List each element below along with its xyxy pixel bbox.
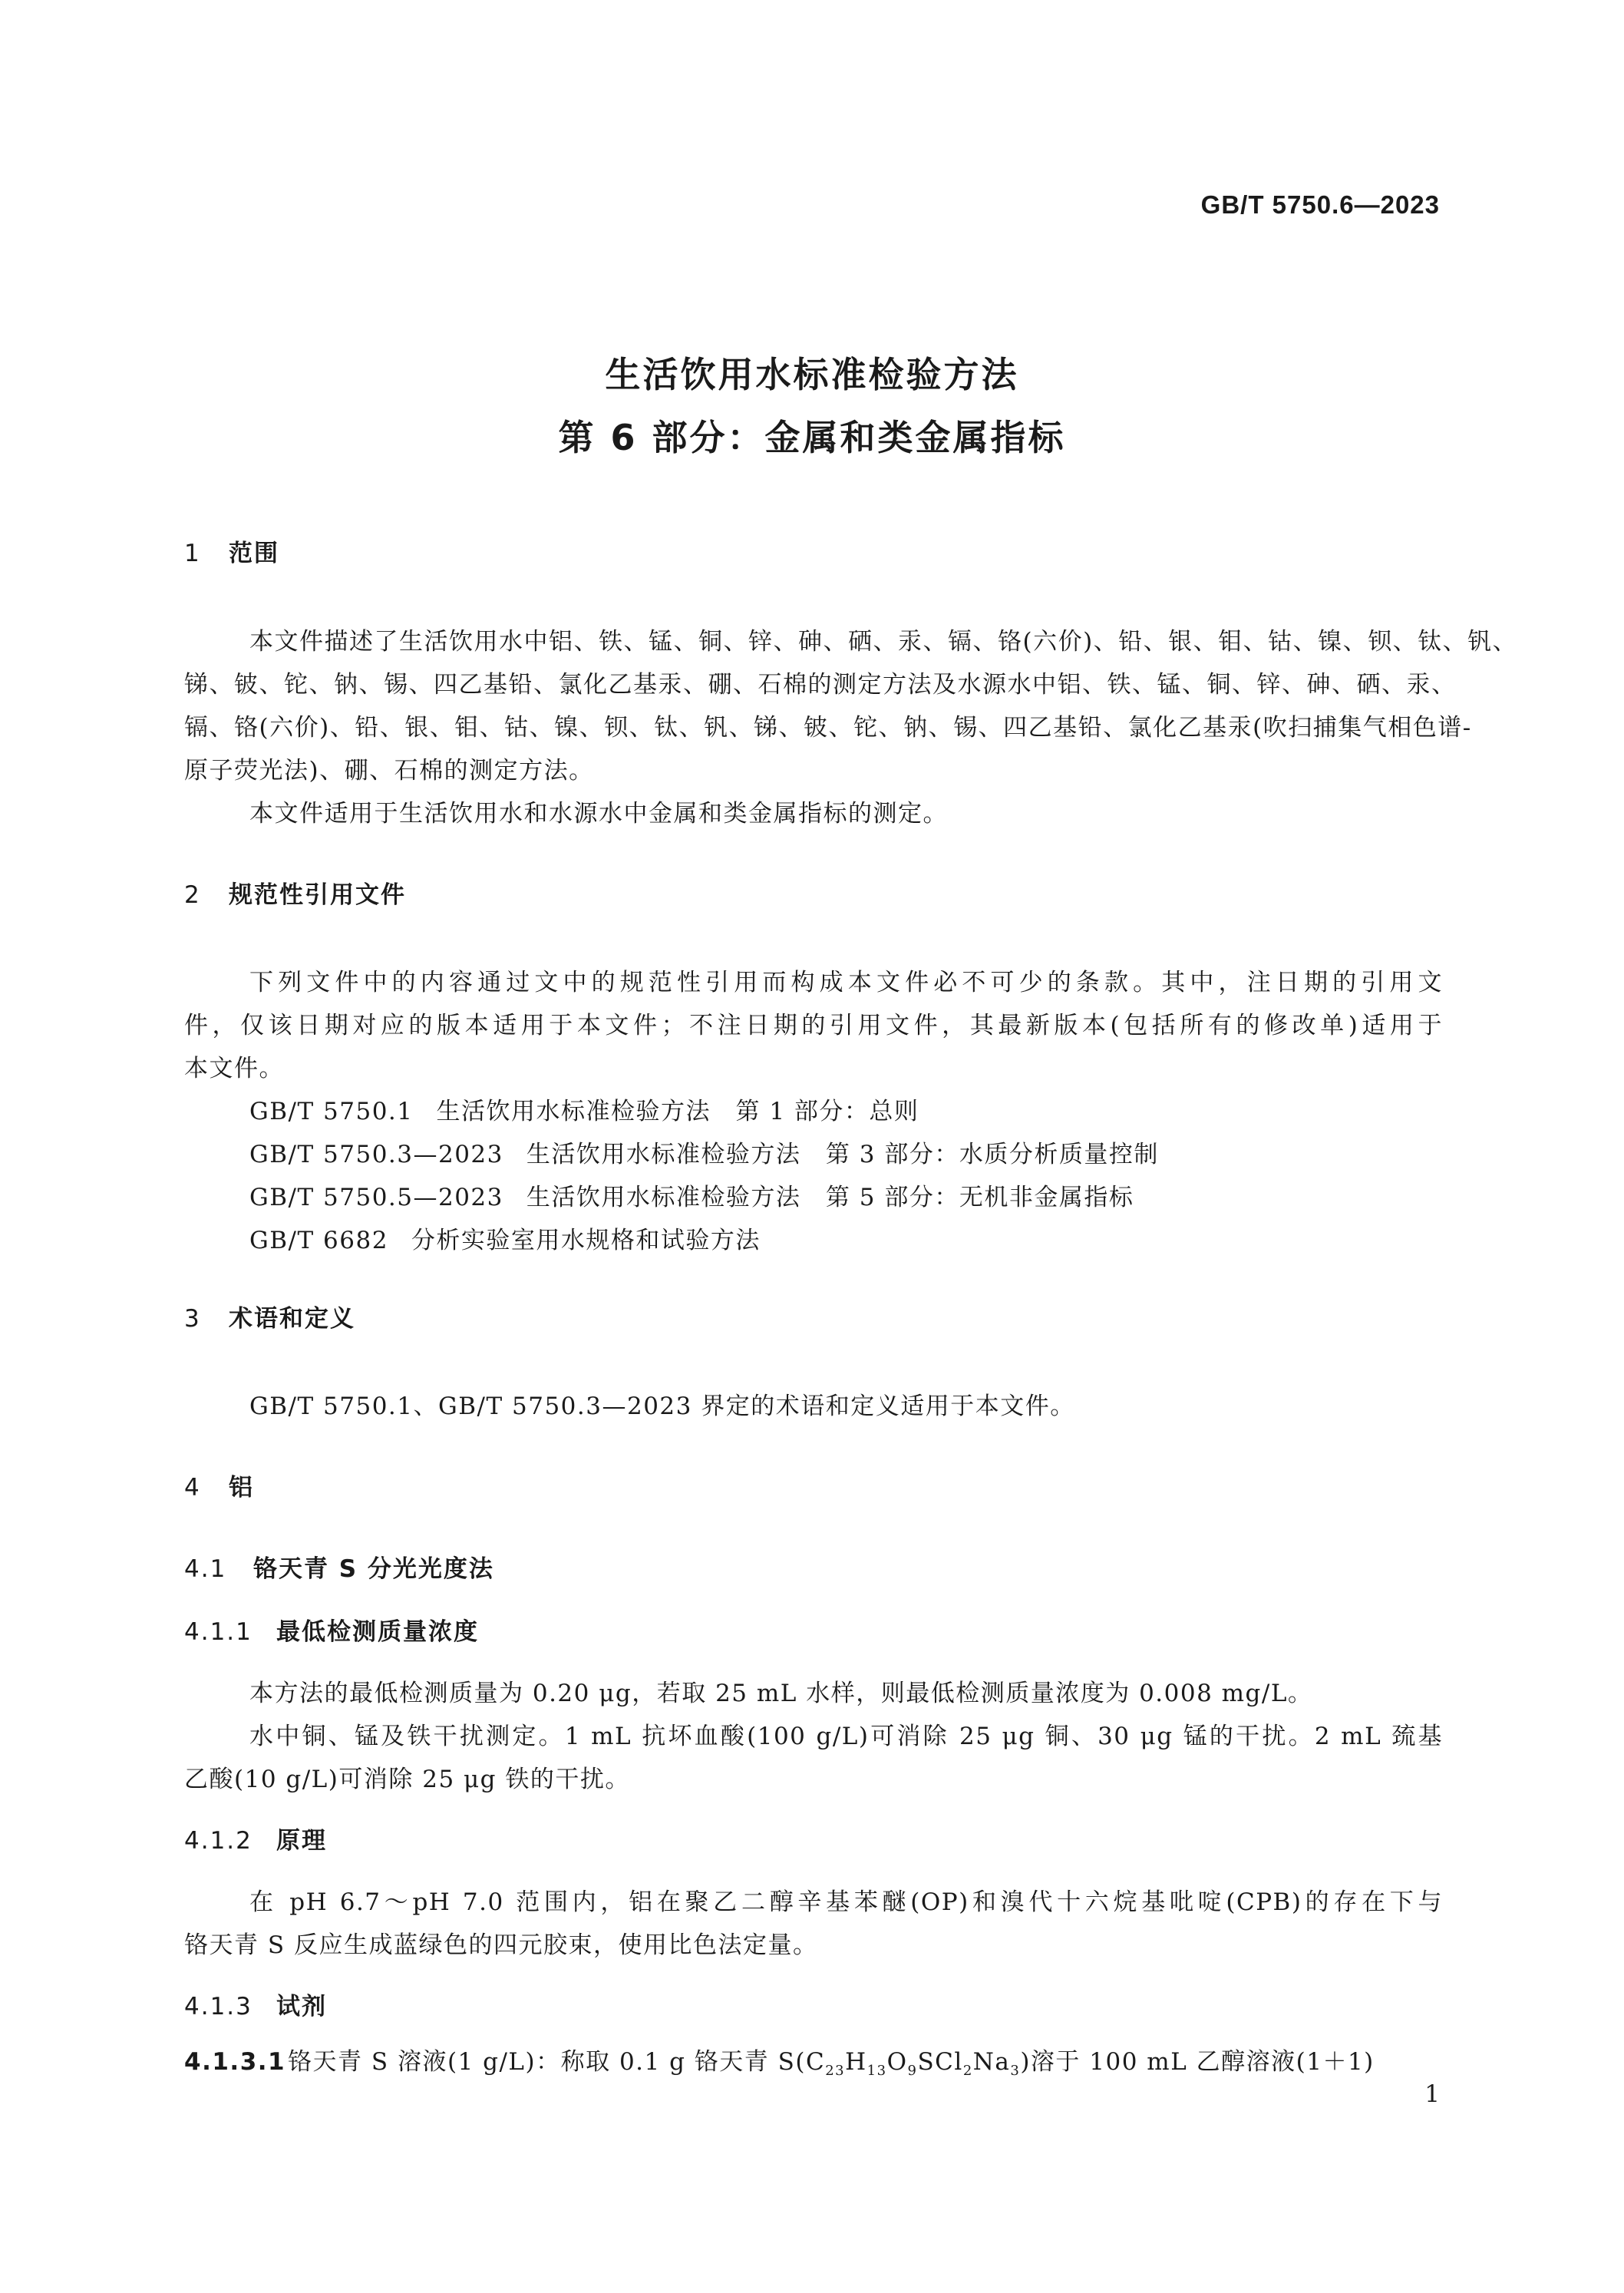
reference-item — [249, 1221, 1508, 1255]
document-title-line2: 第 6 部分：金属和类金属指标 — [558, 417, 1066, 458]
section-4-1-1-paragraph: 本方法的最低检测质量为 0.20 μg，若取 25 mL 水样，则最低检测质量浓度为 0.008 mg/L。 — [249, 1680, 1313, 1707]
section-title: 试剂 — [276, 1993, 327, 2020]
section-number: 2 — [184, 881, 201, 909]
section-3-paragraph: GB/T 5750.1、GB/T 5750.3—2023 界定的术语和定义适用于本文件。 — [249, 1393, 1075, 1420]
formula-subscript: 13 — [866, 2063, 887, 2080]
section-4-1-3-1-paragraph — [184, 2042, 1443, 2079]
formula-subscript: 9 — [907, 2063, 918, 2080]
section-1-paragraph-line: 镉、铬(六价)、铅、银、钼、钴、镍、钡、钛、钒、锑、铍、铊、钠、锡、四乙基铅、氯化乙基汞(吹扫捕集气相色谱- — [184, 714, 1472, 742]
section-title: 范围 — [229, 540, 279, 567]
clause-number: 4.1.3.1 — [184, 2048, 286, 2076]
formula-subscript: 3 — [1010, 2063, 1021, 2080]
reference-title: 生活饮用水标准检验方法 第 1 部分：总则 — [436, 1098, 919, 1125]
section-title: 规范性引用文件 — [229, 881, 406, 909]
clause-text: O — [886, 2048, 908, 2076]
reference-item — [249, 1178, 1508, 1212]
section-2-paragraph-line: 下列文件中的内容通过文中的规范性引用而构成本文件必不可少的条款。其中，注日期的引用文 — [249, 969, 1443, 996]
section-4-1-2-paragraph-line: 铬天青 S 反应生成蓝绿色的四元胶束，使用比色法定量。 — [184, 1931, 818, 1959]
clause-text: )溶于 100 mL 乙醇溶液(1＋1) — [1020, 2048, 1375, 2076]
section-title: 铬天青 S 分光光度法 — [253, 1555, 494, 1583]
section-number: 3 — [184, 1305, 201, 1333]
section-4-1-2-paragraph-line: 在 pH 6.7～pH 7.0 范围内，铝在聚乙二醇辛基苯醚(OP)和溴代十六烷基吡啶(CPB)的存在下与 — [249, 1888, 1443, 1916]
reference-item — [249, 1135, 1508, 1169]
reference-title: 分析实验室用水规格和试验方法 — [411, 1227, 761, 1254]
section-title: 铝 — [229, 1474, 254, 1502]
section-4-heading — [184, 1468, 254, 1502]
formula-subscript: 2 — [962, 2063, 973, 2080]
clause-text: 铬天青 S 溶液(1 g/L)：称取 0.1 g 铬天青 S(C — [288, 2048, 826, 2076]
section-number: 4.1 — [184, 1555, 227, 1583]
formula-subscript: 23 — [825, 2063, 846, 2080]
document-title-line1: 生活饮用水标准检验方法 — [605, 354, 1019, 395]
section-number: 4.1.1 — [184, 1618, 253, 1646]
reference-title: 生活饮用水标准检验方法 第 3 部分：水质分析质量控制 — [526, 1141, 1159, 1168]
section-title: 最低检测质量浓度 — [276, 1618, 479, 1646]
page-number: 1 — [1424, 2080, 1440, 2108]
section-4-1-2-heading — [184, 1821, 327, 1855]
section-1-heading — [184, 534, 279, 568]
section-1-paragraph-line: 本文件描述了生活饮用水中铝、铁、锰、铜、锌、砷、硒、汞、镉、铬(六价)、铅、银、钼、钴、镍、钡、钛、钒、 — [249, 628, 1518, 656]
section-4-1-1-paragraph-line: 水中铜、锰及铁干扰测定。1 mL 抗坏血酸(100 g/L)可消除 25 μg 铜、30 μg 锰的干扰。2 mL 巯基 — [249, 1723, 1443, 1750]
reference-title: 生活饮用水标准检验方法 第 5 部分：无机非金属指标 — [526, 1184, 1134, 1211]
reference-code: GB/T 5750.5—2023 — [249, 1184, 503, 1211]
section-1-paragraph-line: 锑、铍、铊、钠、锡、四乙基铅、氯化乙基汞、硼、石棉的测定方法及水源水中铝、铁、锰、铜、锌、砷、硒、汞、 — [184, 671, 1457, 699]
clause-text: H — [845, 2048, 867, 2076]
section-4-1-1-heading — [184, 1612, 479, 1647]
section-title: 原理 — [276, 1827, 327, 1855]
reference-item — [249, 1092, 1508, 1126]
section-number: 1 — [184, 540, 201, 567]
clause-text: Na — [972, 2048, 1011, 2076]
section-3-heading — [184, 1299, 355, 1333]
section-4-1-3-heading — [184, 1987, 327, 2021]
section-4-1-1-paragraph-line: 乙酸(10 g/L)可消除 25 μg 铁的干扰。 — [184, 1766, 630, 1793]
section-number: 4.1.2 — [184, 1827, 253, 1855]
section-title: 术语和定义 — [229, 1305, 355, 1333]
reference-code: GB/T 5750.3—2023 — [249, 1141, 503, 1168]
section-2-paragraph-line: 件，仅该日期对应的版本适用于本文件；不注日期的引用文件，其最新版本(包括所有的修改单)适用于 — [184, 1012, 1443, 1039]
section-number: 4.1.3 — [184, 1993, 253, 2020]
reference-code: GB/T 5750.1 — [249, 1098, 414, 1125]
section-2-paragraph-line: 本文件。 — [184, 1055, 284, 1082]
section-1-paragraph-line: 原子荧光法)、硼、石棉的测定方法。 — [184, 757, 594, 785]
standard-code: GB/T 5750.6—2023 — [1200, 190, 1440, 219]
section-2-heading — [184, 875, 406, 910]
section-4-1-heading — [184, 1549, 494, 1584]
reference-code: GB/T 6682 — [249, 1227, 388, 1254]
section-1-paragraph: 本文件适用于生活饮用水和水源水中金属和类金属指标的测定。 — [249, 800, 948, 828]
section-number: 4 — [184, 1474, 201, 1502]
clause-text: SCl — [917, 2048, 963, 2076]
